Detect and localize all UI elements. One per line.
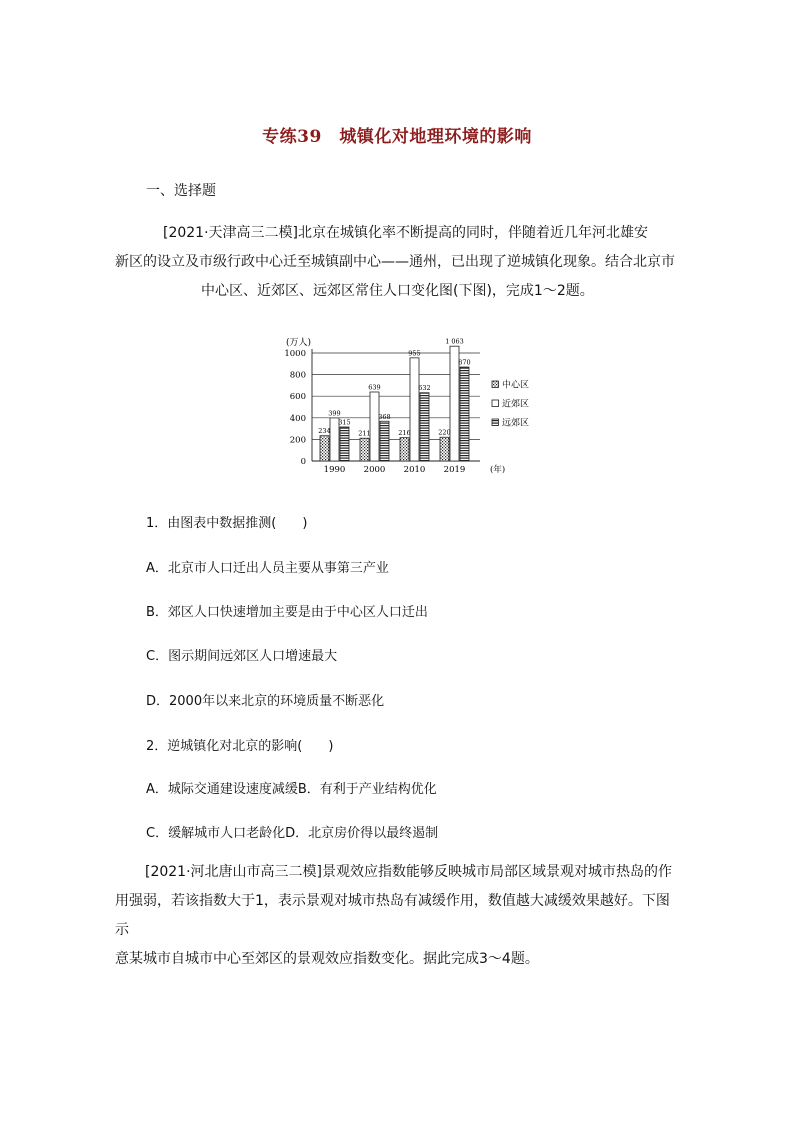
answer-option: B．郊区人口快速增加主要是由于中心区人口迁出 [146, 605, 428, 620]
answer-option: D．2000年以来北京的环境质量不断恶化 [146, 694, 385, 709]
y-axis-label: (万人) [286, 338, 312, 348]
x-tick-label: 2010 [403, 465, 426, 475]
answer-option: A．北京市人口迁出人员主要从事第三产业 [146, 561, 389, 576]
intro1-line2: 新区的设立及市级行政中心迁至城镇副中心——通州，已出现了逆城镇化现象。结合北京市 [115, 254, 675, 270]
legend-label: 远郊区 [502, 418, 530, 429]
bar-中心区 [400, 438, 409, 461]
data-label: 216 [398, 429, 411, 438]
intro2-line2: 用强弱，若该指数大于1，表示景观对城市热岛有减缓作用，数值越大减缓效果越好。下图示 [115, 893, 670, 938]
y-tick-label: 1000 [284, 349, 306, 359]
bar-中心区 [440, 437, 449, 461]
legend-swatch [492, 400, 499, 407]
bar-远郊区 [380, 421, 389, 461]
intro2-line1: [2021·河北唐山市高三二模]景观效应指数能够反映城市局部区域景观对城市热岛的作 [145, 864, 673, 880]
bar-远郊区 [420, 393, 429, 461]
bar-中心区 [320, 436, 329, 461]
y-tick-label: 800 [289, 370, 306, 381]
data-label: 632 [418, 384, 431, 393]
page-title: 专练39 城镇化对地理环境的影响 [262, 127, 532, 147]
data-label: 1 063 [445, 337, 464, 346]
data-label: 368 [378, 412, 391, 421]
legend-swatch [492, 419, 499, 426]
section-heading: 一、选择题 [146, 183, 216, 199]
data-label: 870 [458, 358, 471, 367]
data-label: 234 [318, 427, 331, 436]
legend-label: 近郊区 [502, 399, 530, 410]
data-label: 639 [368, 383, 381, 392]
data-label: 399 [328, 409, 341, 418]
y-tick-label: 400 [289, 413, 306, 424]
answer-option: C．图示期间远郊区人口增速最大 [146, 649, 338, 664]
data-label: 211 [358, 429, 371, 438]
data-label: 955 [408, 349, 421, 358]
question-stem: 2．逆城镇化对北京的影响( ) [146, 739, 334, 754]
y-tick-label: 0 [300, 457, 306, 467]
x-tick-label: 1990 [323, 465, 346, 475]
bar-远郊区 [460, 367, 469, 461]
x-tick-label: 2019 [443, 465, 466, 475]
intro2-line3: 意某城市自城市中心至郊区的景观效应指数变化。据此完成3～4题。 [115, 951, 539, 967]
y-tick-label: 600 [289, 392, 306, 403]
answer-option: A．城际交通建设速度减缓B．有利于产业结构优化 [146, 782, 437, 797]
y-tick-label: 200 [289, 435, 306, 446]
population-bar-chart [250, 330, 550, 480]
intro1-line1: [2021·天津高三二模]北京在城镇化率不断提高的同时，伴随着近几年河北雄安 [163, 225, 649, 241]
bar-近郊区 [370, 392, 379, 461]
data-label: 220 [438, 428, 451, 437]
question-stem: 1．由图表中数据推测( ) [146, 516, 308, 531]
bar-中心区 [360, 438, 369, 461]
bar-远郊区 [340, 427, 349, 461]
answer-option: C．缓解城市人口老龄化D．北京房价得以最终遏制 [146, 826, 439, 841]
legend-label: 中心区 [502, 380, 530, 391]
intro-paragraph-1 [115, 219, 681, 306]
legend-swatch [492, 381, 499, 388]
bar-近郊区 [410, 358, 419, 461]
x-tick-label: 2000 [363, 465, 386, 475]
data-label: 315 [338, 418, 351, 427]
x-axis-label: (年) [490, 465, 506, 475]
intro1-line3: 中心区、近郊区、远郊区常住人口变化图(下图)，完成1～2题。 [201, 283, 594, 299]
intro-paragraph-2 [115, 858, 681, 974]
